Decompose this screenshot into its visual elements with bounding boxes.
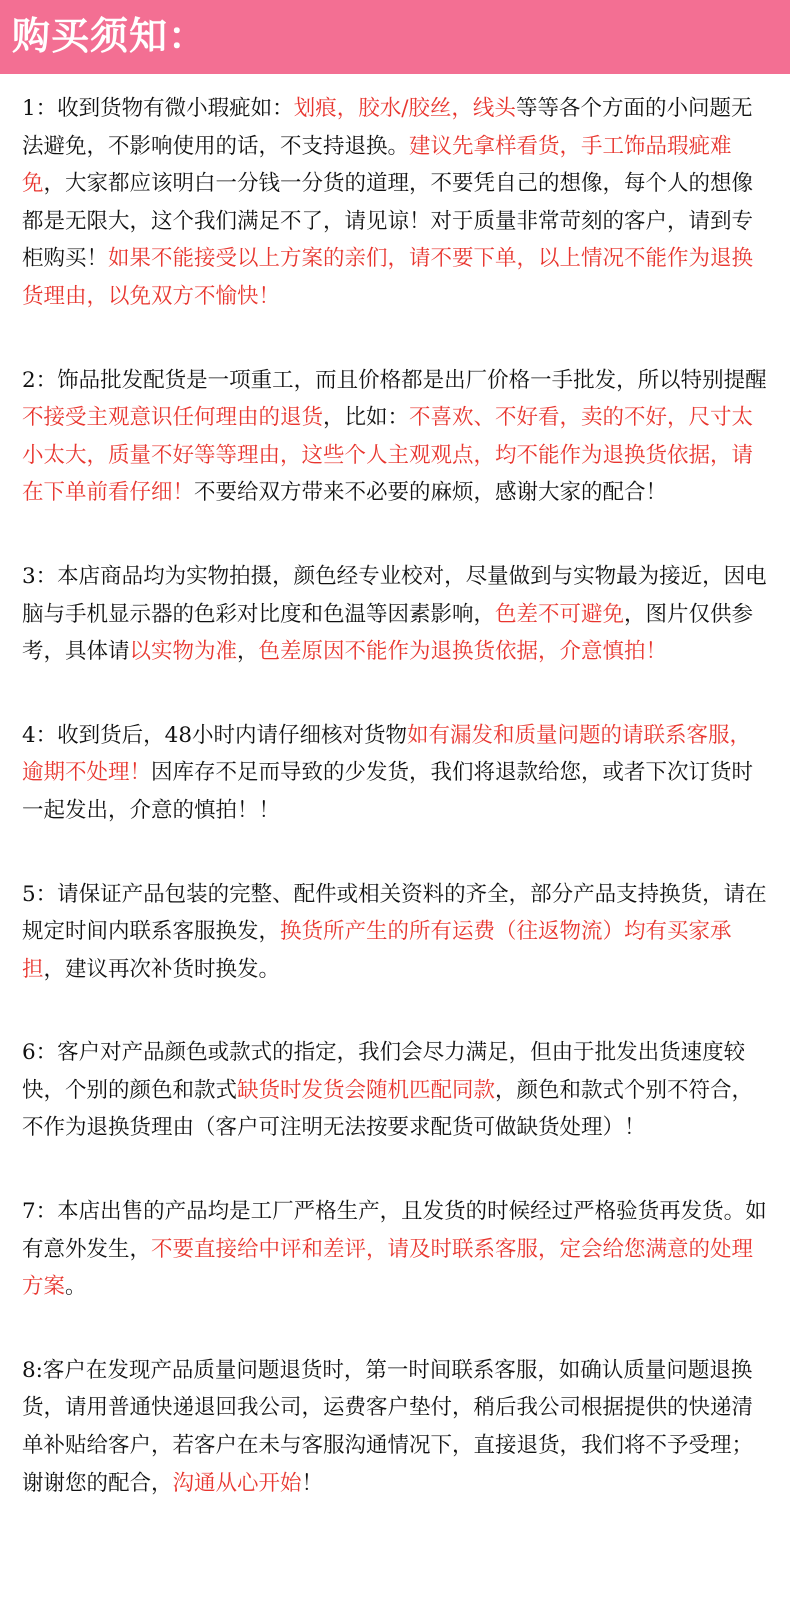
- header-banner: [0, 0, 790, 74]
- highlight-text: 沟通从心开始: [172, 1470, 302, 1496]
- notice-item-1: [22, 90, 772, 316]
- notice-item-7: [22, 1193, 772, 1306]
- notice-item-2: [22, 362, 772, 512]
- notice-list: [22, 90, 772, 1502]
- notice-item-3: [22, 558, 772, 671]
- highlight-text: 划痕，胶水/胶丝，线头: [293, 96, 516, 121]
- body-text: 4：收到货后，48小时内请仔细核对货物: [22, 722, 408, 748]
- body-text: 1：收到货物有微小瑕疵如：: [22, 96, 294, 121]
- body-text: ！: [301, 1470, 324, 1496]
- body-text: 不要给双方带来不必要的麻烦，感谢大家的配合！: [194, 480, 668, 506]
- body-text: ，比如：: [323, 405, 410, 431]
- highlight-text: 如果不能接受以上方案的亲们，请不要下单，以上情况不能作为退换货理由，以免双方不愉快！: [22, 246, 754, 309]
- body-text: 7：本店出售的产品均是工厂严格生产，且发货的时候经过严格验货再发货。如有意外发生，: [22, 1199, 767, 1262]
- body-text: 等等各个方面的小问题无法避免，不影响使用的话，不支持退换。: [22, 96, 753, 159]
- highlight-text: 色差不可避免: [495, 601, 625, 627]
- highlight-text: 不要直接给中评和差评，请及时联系客服，定会给您满意的处理方案: [22, 1236, 754, 1300]
- notice-item-6: [22, 1034, 772, 1147]
- body-text: 2：饰品批发配货是一项重工，而且价格都是出厂价格一手批发，所以特别提醒: [22, 367, 767, 393]
- highlight-text: 以实物为准: [129, 639, 238, 665]
- notice-item-5: [22, 876, 772, 989]
- highlight-text: 如有漏发和质量问题的请联系客服，逾期不处理！: [22, 722, 752, 786]
- body-text: ，图片仅供参考，具体请: [22, 601, 754, 665]
- body-text: 因库存不足而导致的少发货，我们将退款给您，或者下次订货时一起发出，介意的慎拍！！: [22, 760, 754, 823]
- body-text: ，建议再次补货时换发。: [43, 956, 281, 982]
- body-text: 6：客户对产品颜色或款式的指定，我们会尽力满足，但由于批发出货速度较快，个别的颜色和款式: [22, 1040, 746, 1103]
- page-title: 购买须知：: [12, 14, 208, 58]
- body-text: 。: [65, 1274, 87, 1300]
- body-text: ，: [237, 639, 259, 665]
- body-text: 3：本店商品均为实物拍摄，颜色经专业校对，尽量做到与实物最为接近，因电脑与手机显示器的色彩对比度和色温等因素影响，: [22, 563, 767, 627]
- highlight-text: 色差原因不能作为退换货依据，介意慎拍！: [258, 639, 668, 665]
- notice-item-4: [22, 717, 772, 830]
- body-text: ，大家都应该明白一分钱一分货的道理，不要凭自己的想像，每个人的想像都是无限大，这个我们满足不了，请见谅！对于质量非常苛刻的客户，请到专柜购买！: [22, 171, 754, 272]
- highlight-text: 缺货时发货会随机匹配同款: [237, 1077, 496, 1103]
- highlight-text: 建议先拿样看货，手工饰品瑕疵难免: [22, 133, 732, 197]
- notice-item-8: [22, 1352, 772, 1502]
- body-text: ，颜色和款式个别不符合，不作为退换货理由（客户可注明无法按要求配货可做缺货处理）！: [22, 1077, 754, 1141]
- highlight-text: 换货所产生的所有运费（往返物流）均有买家承担: [22, 919, 732, 982]
- body-text: 8:客户在发现产品质量问题退货时，第一时间联系客服，如确认质量问题退换货，请用普通快递退回我公司，运费客户垫付，稍后我公司根据提供的快递清单补贴给客户，若客户在未与客服沟通情况下，直接退货，我们将不予受理；谢谢您的配合，: [22, 1357, 754, 1496]
- highlight-text: 不喜欢、不好看，卖的不好，尺寸太小太大，质量不好等等理由，这些个人主观观点，均不能作为退换货依据，请在下单前看仔细！: [22, 405, 754, 506]
- highlight-text: 不接受主观意识任何理由的退货: [22, 405, 324, 431]
- body-text: 5：请保证产品包装的完整、配件或相关资料的齐全，部分产品支持换货，请在规定时间内联系客服换发，: [22, 881, 767, 945]
